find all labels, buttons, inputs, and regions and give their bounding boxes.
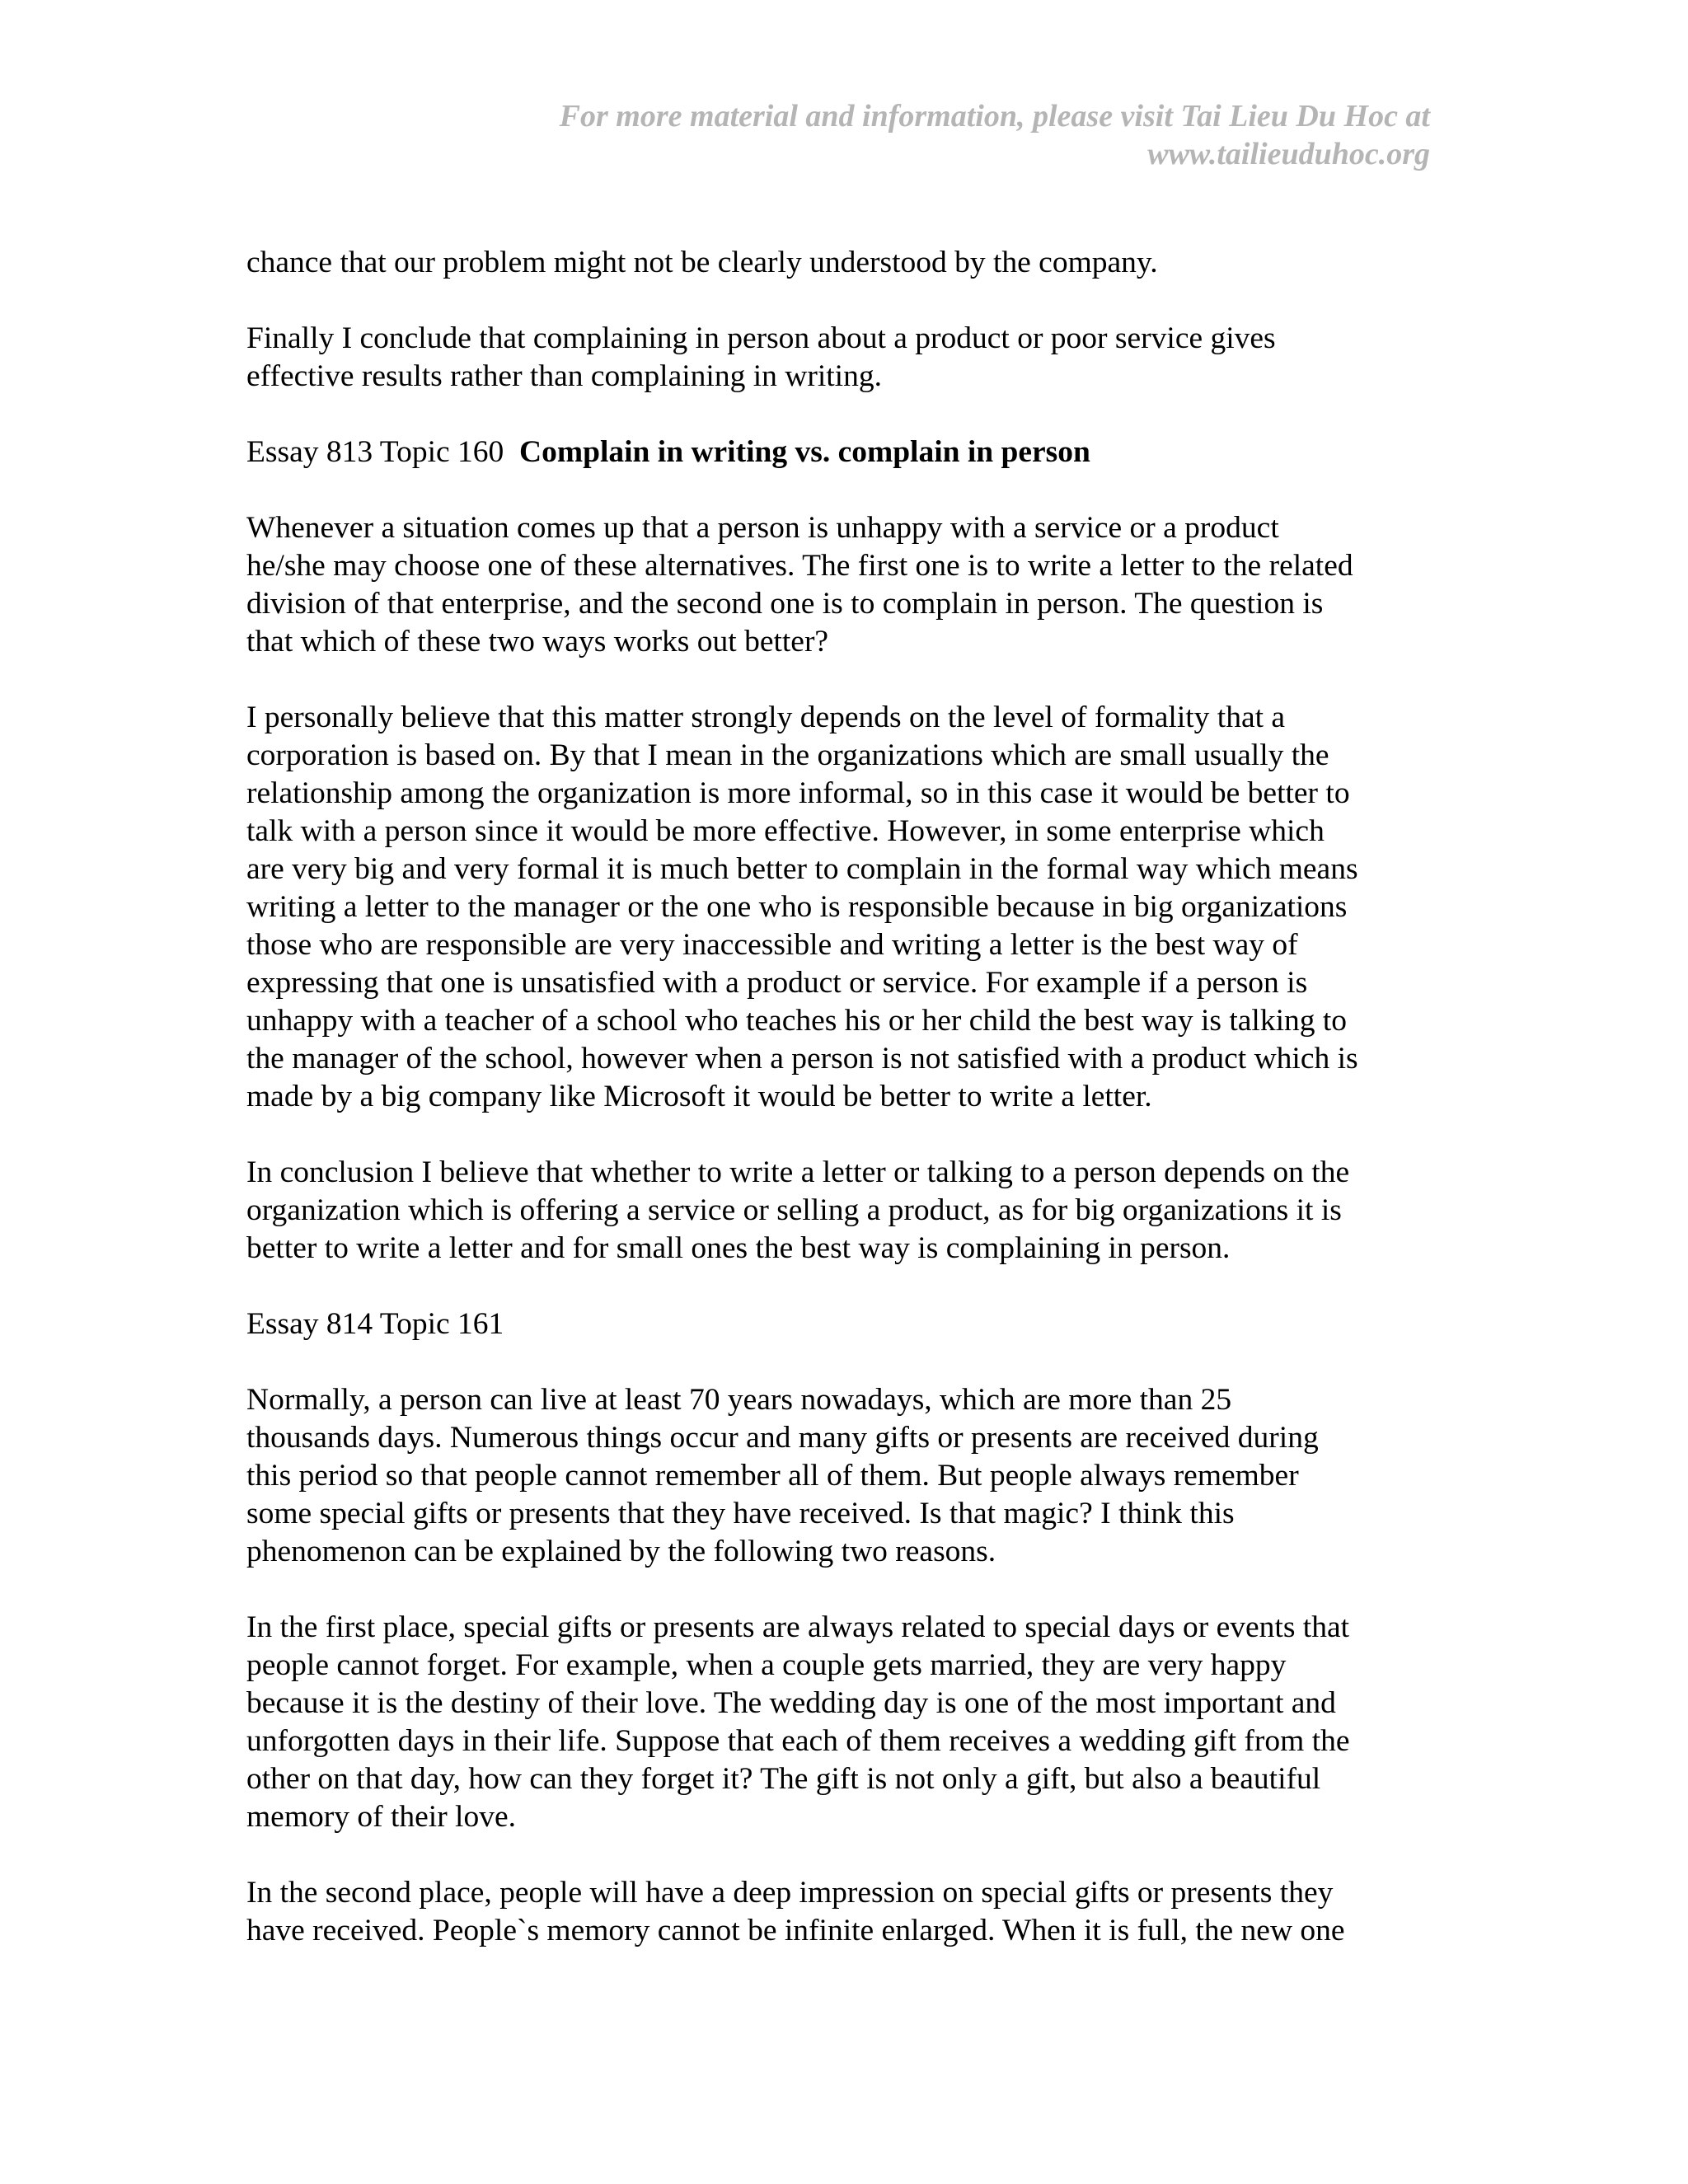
paragraph xyxy=(246,1381,1442,1571)
text-line: because it is the destiny of their love. The wedding day is one of the most important and xyxy=(246,1686,1336,1720)
text-line: that which of these two ways works out better? xyxy=(246,625,829,658)
text-line: made by a big company like Microsoft it would be better to write a letter. xyxy=(246,1080,1152,1113)
text-line: Normally, a person can live at least 70 years nowadays, which are more than 25 xyxy=(246,1383,1232,1417)
paragraph xyxy=(246,509,1442,661)
text-line: effective results rather than complaining in writing. xyxy=(246,359,882,393)
essay-814-label: Essay 814 Topic 161 xyxy=(246,1307,504,1341)
header-url: www.tailieuduhoc.org xyxy=(1147,137,1430,171)
essay-813-title: Complain in writing vs. complain in person xyxy=(519,435,1090,469)
text-line: division of that enterprise, and the second one is to complain in person. The question is xyxy=(246,587,1324,621)
text-line: expressing that one is unsatisfied with a product or service. For example if a person is xyxy=(246,966,1308,1000)
paragraph xyxy=(246,320,1442,396)
text-line: those who are responsible are very inaccessible and writing a letter is the best way of xyxy=(246,928,1298,962)
text-line: are very big and very formal it is much better to complain in the formal way which means xyxy=(246,852,1358,886)
paragraph xyxy=(246,244,1442,282)
text-line: talk with a person since it would be more effective. However, in some enterprise which xyxy=(246,814,1325,848)
text-line: better to write a letter and for small ones the best way is complaining in person. xyxy=(246,1231,1231,1265)
text-line: organization which is offering a service or selling a product, as for big organizations it is xyxy=(246,1193,1342,1227)
text-line: In conclusion I believe that whether to write a letter or talking to a person depends on the xyxy=(246,1155,1350,1189)
text-line: this period so that people cannot remember all of them. But people always remember xyxy=(246,1459,1299,1493)
text-line: chance that our problem might not be clearly understood by the company. xyxy=(246,246,1158,279)
text-line: corporation is based on. By that I mean in the organizations which are small usually the xyxy=(246,738,1329,772)
text-line: writing a letter to the manager or the one who is responsible because in big organizations xyxy=(246,890,1348,924)
essay-813-heading xyxy=(246,434,1442,471)
text-line: I personally believe that this matter strongly depends on the level of formality that a xyxy=(246,701,1286,734)
text-line: unforgotten days in their life. Suppose that each of them receives a wedding gift from the xyxy=(246,1724,1350,1758)
paragraph xyxy=(246,1609,1442,1836)
text-line: the manager of the school, however when a person is not satisfied with a product which is xyxy=(246,1042,1358,1076)
essay-814-heading xyxy=(246,1305,1442,1343)
text-line: he/she may choose one of these alternatives. The first one is to write a letter to the related xyxy=(246,549,1353,583)
paragraph xyxy=(246,1154,1442,1268)
text-line: relationship among the organization is more informal, so in this case it would be better to xyxy=(246,776,1350,810)
essay-813-label: Essay 813 Topic 160 xyxy=(246,435,504,469)
text-line: some special gifts or presents that they have received. Is that magic? I think this xyxy=(246,1497,1235,1530)
text-line: have received. People`s memory cannot be infinite enlarged. When it is full, the new one xyxy=(246,1914,1345,1947)
text-line: Finally I conclude that complaining in person about a product or poor service gives xyxy=(246,321,1276,355)
text-line: In the first place, special gifts or presents are always related to special days or events that xyxy=(246,1610,1350,1644)
text-line: phenomenon can be explained by the following two reasons. xyxy=(246,1535,996,1568)
text-line: memory of their love. xyxy=(246,1800,516,1834)
header-line-1: For more material and information, please visit Tai Lieu Du Hoc at xyxy=(559,99,1430,134)
text-line: people cannot forget. For example, when a couple gets married, they are very happy xyxy=(246,1648,1287,1682)
text-line: other on that day, how can they forget it? The gift is not only a gift, but also a beautiful xyxy=(246,1762,1321,1796)
text-line: thousands days. Numerous things occur and many gifts or presents are received during xyxy=(246,1421,1319,1455)
page-header xyxy=(441,97,1430,173)
text-line: unhappy with a teacher of a school who teaches his or her child the best way is talking to xyxy=(246,1004,1348,1038)
text-line: In the second place, people will have a deep impression on special gifts or presents they xyxy=(246,1876,1334,1910)
paragraph xyxy=(246,699,1442,1116)
text-line: Whenever a situation comes up that a person is unhappy with a service or a product xyxy=(246,511,1279,545)
paragraph xyxy=(246,1874,1442,1950)
document-body xyxy=(246,244,1442,1988)
